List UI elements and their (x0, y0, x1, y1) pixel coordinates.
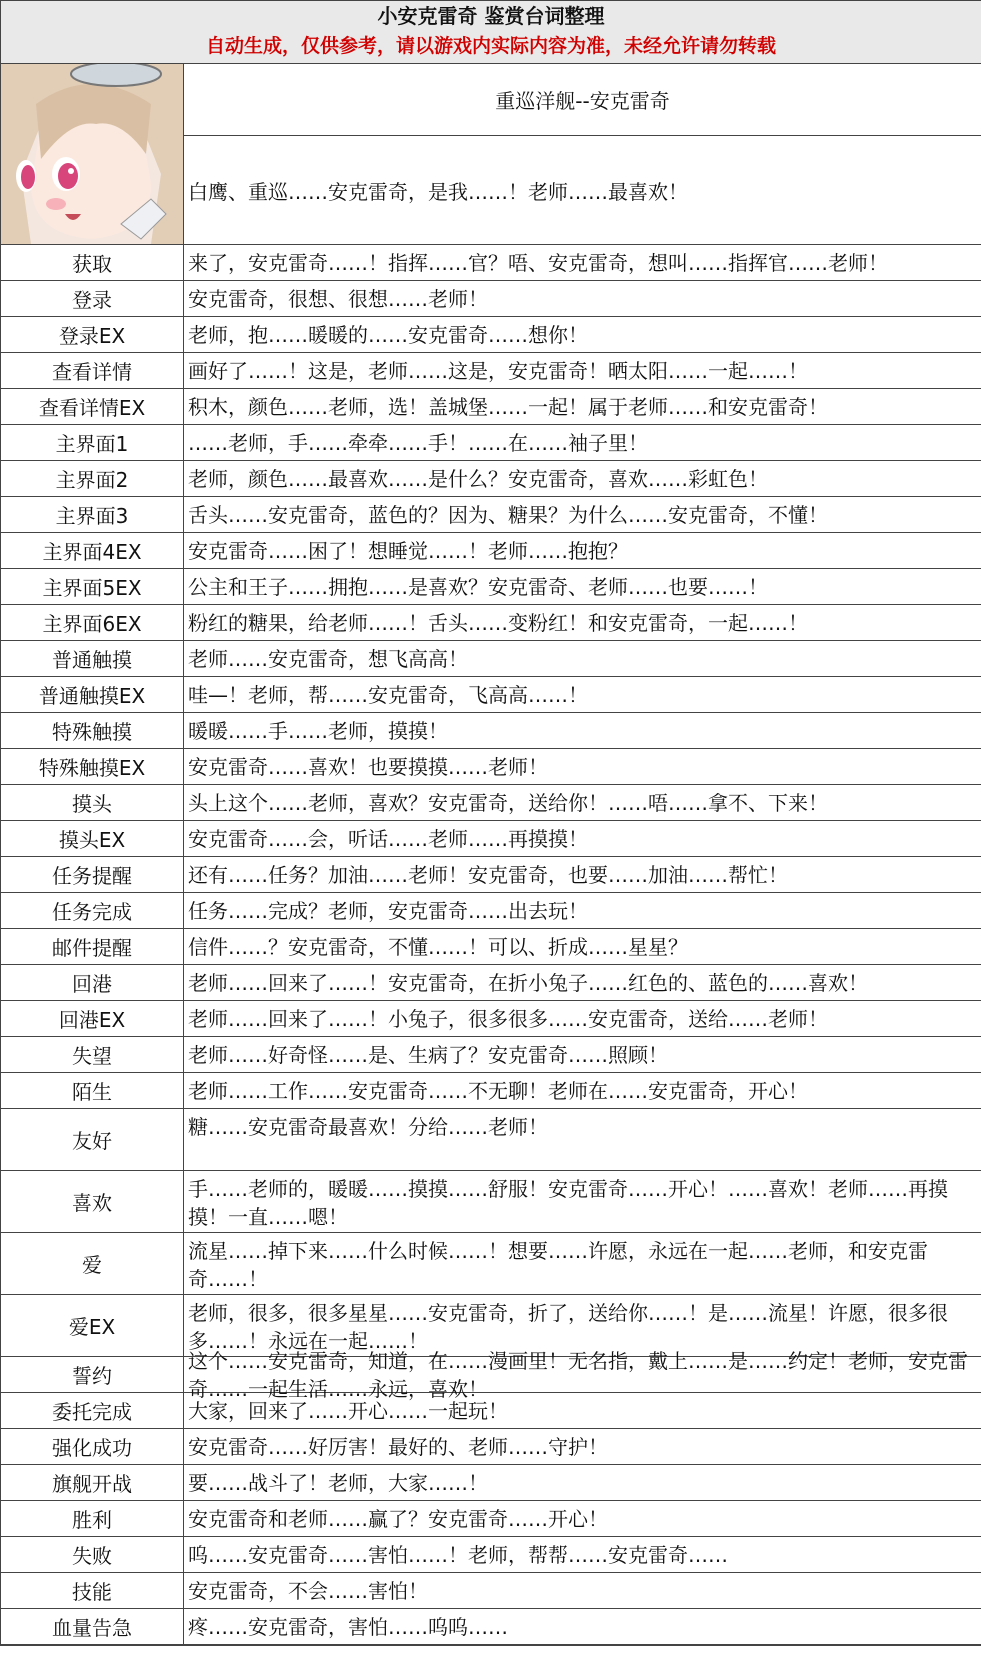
portrait-illustration (1, 64, 183, 244)
row-label: 回港 (1, 965, 184, 1000)
table-row (1, 389, 981, 425)
row-text: 哇—！老师，帮……安克雷奇，飞高高……！ (188, 682, 588, 707)
row-text: 积木，颜色……老师，选！盖城堡……一起！属于老师……和安克雷奇！ (188, 394, 828, 419)
table-row (1, 605, 981, 641)
row-text: 安克雷奇……会，听话……老师……再摸摸！ (188, 826, 588, 851)
row-label: 查看详情 (1, 353, 184, 388)
character-info (184, 64, 981, 244)
row-label: 友好 (1, 1109, 184, 1170)
row-label: 查看详情EX (1, 389, 184, 424)
row-text: 暖暖……手……老师，摸摸！ (188, 718, 448, 743)
row-text: 舌头……安克雷奇，蓝色的？因为、糖果？为什么……安克雷奇，不懂！ (188, 502, 828, 527)
row-label: 陌生 (1, 1073, 184, 1108)
row-label: 旗舰开战 (1, 1465, 184, 1500)
row-text: 呜……安克雷奇……害怕……！老师，帮帮……安克雷奇…… (188, 1542, 728, 1567)
character-header (1, 64, 981, 245)
row-label: 胜利 (1, 1501, 184, 1536)
row-label: 主界面6EX (1, 605, 184, 640)
row-label: 普通触摸 (1, 641, 184, 676)
row-text: 流星……掉下来……什么时候……！想要……许愿，永远在一起……老师，和安克雷奇……！ (188, 1239, 928, 1291)
row-label: 委托完成 (1, 1393, 184, 1428)
row-text: 安克雷奇，很想、很想……老师！ (188, 286, 488, 311)
voice-line-table (1, 245, 981, 1645)
row-label: 失败 (1, 1537, 184, 1572)
row-label: 登录 (1, 281, 184, 316)
table-row (1, 1001, 981, 1037)
row-text: 老师……回来了……！安克雷奇，在折小兔子……红色的、蓝色的……喜欢！ (188, 970, 868, 995)
table-row (1, 1109, 981, 1171)
row-text: 老师……工作……安克雷奇……不无聊！老师在……安克雷奇，开心！ (188, 1078, 808, 1103)
row-text: 安克雷奇，不会……害怕！ (188, 1578, 428, 1603)
table-row (1, 425, 981, 461)
table-row (1, 929, 981, 965)
row-label: 普通触摸EX (1, 677, 184, 712)
table-row (1, 713, 981, 749)
row-label: 主界面1 (1, 425, 184, 460)
row-text: 老师……好奇怪……是、生病了？安克雷奇……照顾！ (188, 1042, 668, 1067)
row-text: 大家，回来了……开心……一起玩！ (188, 1398, 508, 1423)
row-text: 糖……安克雷奇最喜欢！分给……老师！ (188, 1115, 548, 1139)
row-label: 主界面4EX (1, 533, 184, 568)
page-title: 小安克雷奇 鉴赏台词整理 (377, 4, 605, 28)
table-row (1, 1073, 981, 1109)
table-row (1, 1429, 981, 1465)
row-text: 老师……回来了……！小兔子，很多很多……安克雷奇，送给……老师！ (188, 1006, 828, 1031)
row-text: 安克雷奇……喜欢！也要摸摸……老师！ (188, 754, 548, 779)
table-row (1, 1171, 981, 1233)
table-row (1, 965, 981, 1001)
row-label: 摸头 (1, 785, 184, 820)
table-row (1, 893, 981, 929)
row-text: 手……老师的，暖暖……摸摸……舒服！安克雷奇……开心！……喜欢！老师……再摸摸！一直……嗯！ (188, 1177, 948, 1229)
row-label: 特殊触摸 (1, 713, 184, 748)
table-row (1, 1348, 981, 1401)
row-label: 特殊触摸EX (1, 749, 184, 784)
row-text: 疼……安克雷奇，害怕……呜呜…… (188, 1614, 508, 1639)
table-row (1, 1501, 981, 1537)
table-row (1, 1393, 981, 1429)
table-row (1, 749, 981, 785)
row-label: 主界面2 (1, 461, 184, 496)
row-label: 失望 (1, 1037, 184, 1072)
row-text: 老师，很多，很多星星……安克雷奇，折了，送给你……！是……流星！许愿，很多很多……！永远在一起……！ (188, 1301, 948, 1353)
table-row (1, 1609, 981, 1645)
row-text: 头上这个……老师，喜欢？安克雷奇，送给你！……唔……拿不、下来！ (188, 790, 828, 815)
table-row (1, 461, 981, 497)
row-label: 获取 (1, 245, 184, 280)
row-label: 摸头EX (1, 821, 184, 856)
table-row (1, 821, 981, 857)
row-label: 爱EX (1, 1295, 184, 1356)
row-text: 来了，安克雷奇……！指挥……官？唔、安克雷奇，想叫……指挥官……老师！ (188, 250, 888, 275)
ship-name: 重巡洋舰--安克雷奇 (184, 64, 981, 136)
row-label: 任务提醒 (1, 857, 184, 892)
row-text: ……老师，手……牵牵……手！……在……袖子里！ (188, 430, 648, 455)
header-box (1, 1, 981, 64)
row-label: 任务完成 (1, 893, 184, 928)
table-row (1, 317, 981, 353)
character-portrait (1, 64, 184, 244)
table-row (1, 281, 981, 317)
table-row (1, 497, 981, 533)
row-text: 安克雷奇和老师……赢了？安克雷奇……开心！ (188, 1506, 608, 1531)
disclaimer-text: 自动生成，仅供参考，请以游戏内实际内容为准，未经允许请勿转载 (205, 35, 776, 57)
row-label: 回港EX (1, 1001, 184, 1036)
self-introduction: 白鹰、重巡……安克雷奇，是我……！老师……最喜欢！ (188, 179, 688, 204)
row-label: 登录EX (1, 317, 184, 352)
row-text: 老师，颜色……最喜欢……是什么？安克雷奇，喜欢……彩虹色！ (188, 466, 768, 491)
table-row (1, 1037, 981, 1073)
table-row (1, 353, 981, 389)
table-row (1, 245, 981, 281)
row-label: 邮件提醒 (1, 929, 184, 964)
row-label: 强化成功 (1, 1429, 184, 1464)
table-row (1, 1465, 981, 1501)
row-text: 要……战斗了！老师，大家……！ (188, 1470, 488, 1495)
table-row (1, 1233, 981, 1295)
row-label: 血量告急 (1, 1609, 184, 1644)
row-text: 任务……完成？老师，安克雷奇……出去玩！ (188, 898, 588, 923)
row-text: 安克雷奇……好厉害！最好的、老师……守护！ (188, 1434, 608, 1459)
table-row (1, 857, 981, 893)
row-text: 老师，抱……暖暖的……安克雷奇……想你！ (188, 322, 588, 347)
row-label: 爱 (1, 1233, 184, 1294)
table-row (1, 641, 981, 677)
row-text: 安克雷奇……困了！想睡觉……！老师……抱抱？ (188, 538, 628, 563)
row-label: 誓约 (1, 1357, 184, 1392)
table-row (1, 533, 981, 569)
row-text: 画好了……！这是，老师……这是，安克雷奇！晒太阳……一起……！ (188, 358, 808, 383)
row-text: 这个……安克雷奇，知道，在……漫画里！无名指，戴上……是……约定！老师，安克雷奇……一起生活……永远，喜欢！ (188, 1348, 968, 1401)
table-row (1, 1573, 981, 1609)
table-row (1, 569, 981, 605)
table-row (1, 1537, 981, 1573)
table-row (1, 785, 981, 821)
row-text: 老师……安克雷奇，想飞高高！ (188, 646, 468, 671)
row-label: 主界面5EX (1, 569, 184, 604)
row-label: 技能 (1, 1573, 184, 1608)
table-row (1, 677, 981, 713)
row-text: 还有……任务？加油……老师！安克雷奇，也要……加油……帮忙！ (188, 862, 788, 887)
row-text: 信件……？安克雷奇，不懂……！可以、折成……星星？ (188, 934, 688, 959)
row-text: 粉红的糖果，给老师……！舌头……变粉红！和安克雷奇，一起……！ (188, 610, 808, 635)
row-label: 喜欢 (1, 1171, 184, 1232)
row-text: 公主和王子……拥抱……是喜欢？安克雷奇、老师……也要……！ (188, 574, 768, 599)
row-label: 主界面3 (1, 497, 184, 532)
